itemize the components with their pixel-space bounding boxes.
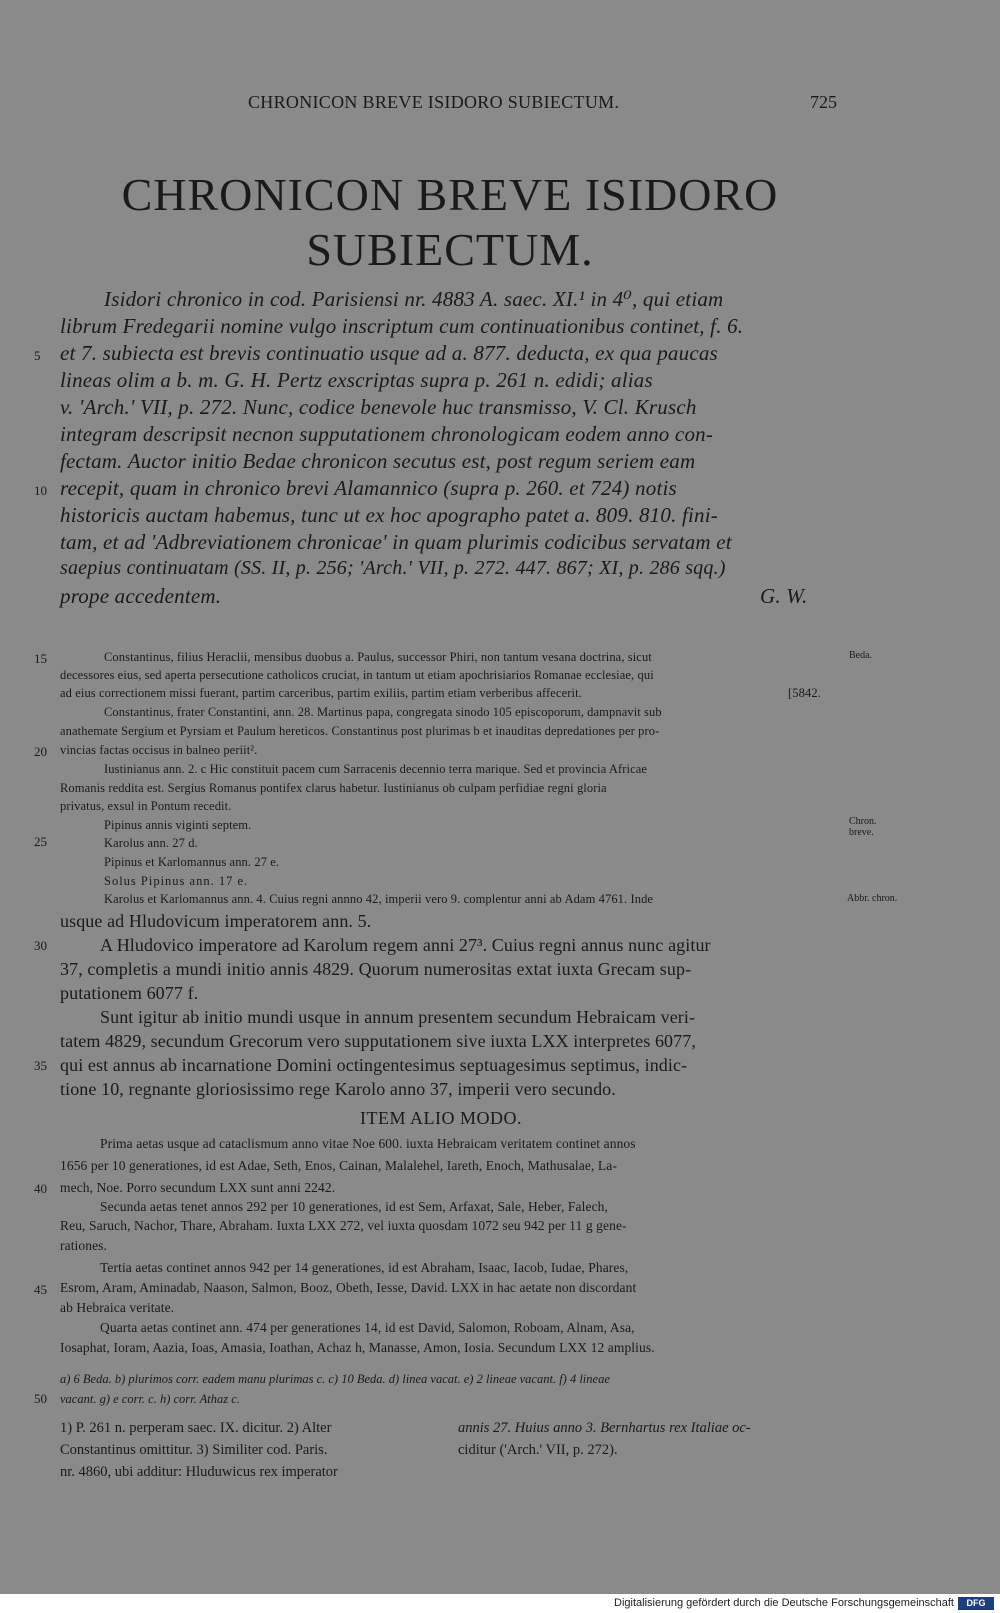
text-line: Quarta aetas continet ann. 474 per generationes 14, id est David, Salomon, Roboam, Alnam, Asa, xyxy=(100,1320,635,1335)
intro-line: saepius continuatam (SS. II, p. 256; 'Arch.' VII, p. 272. 447. 867; XI, p. 286 sqq.) xyxy=(60,557,726,579)
intro-line: prope accedentem. xyxy=(60,584,222,608)
text-line: Iosaphat, Ioram, Aazia, Ioas, Amasia, Ioathan, Achaz h, Manasse, Amon, Iosia. Secundum LXX 12 amplius. xyxy=(60,1340,655,1355)
line-number: 30 xyxy=(34,938,47,953)
variant-note-line: vacant. g) e corr. c. h) corr. Athaz c. xyxy=(60,1392,240,1406)
year-note: [5842. xyxy=(788,686,821,700)
running-title: CHRONICON BREVE ISIDORO SUBIECTUM. xyxy=(248,92,620,112)
text-line: 1656 per 10 generationes, id est Adae, Seth, Enos, Cainan, Malalehel, Iareth, Enoch, Mathusalae, La- xyxy=(60,1158,617,1173)
text-line: Constantinus, filius Heraclii, mensibus duobus a. Paulus, successor Phiri, non tantum vesana doctrina, sicut xyxy=(104,650,652,664)
footnote-line: Constantinus omittitur. 3) Similiter cod. Paris. xyxy=(60,1442,328,1458)
dfg-logo: DFG xyxy=(958,1597,994,1610)
text-line: Esrom, Aram, Aminadab, Naason, Salmon, Booz, Obeth, Iesse, David. LXX in hac aetate non discordant xyxy=(60,1280,637,1295)
text-line: privatus, exsul in Pontum recedit. xyxy=(60,799,232,813)
text-line: Pipinus et Karlomannus ann. 27 e. xyxy=(104,855,280,869)
text-line: 37, completis a mundi initio annis 4829. Quorum numerositas extat iuxta Grecam sup- xyxy=(60,959,692,979)
line-number: 20 xyxy=(34,744,47,759)
line-number: 40 xyxy=(34,1181,47,1196)
intro-line: integram descripsit necnon supputationem chronologicam eodem anno con- xyxy=(60,422,714,446)
text-line: Secunda aetas tenet annos 292 per 10 generationes, id est Sem, Arfaxat, Sale, Heber, Falech, xyxy=(100,1199,608,1214)
intro-line: et 7. subiecta est brevis continuatio usque ad a. 877. deducta, ex qua paucas xyxy=(60,341,718,365)
line-number: 45 xyxy=(34,1282,47,1297)
line-number: 15 xyxy=(34,651,47,666)
text-line: Karolus ann. 27 d. xyxy=(104,836,198,850)
intro-line: recepit, quam in chronico brevi Alamannico (supra p. 260. et 724) notis xyxy=(60,476,677,500)
text-line: Constantinus, frater Constantini, ann. 28. Martinus papa, congregata sinodo 105 episcoporum, dampnavit sub xyxy=(104,705,662,719)
margin-note-abbr: Abbr. chron. xyxy=(847,893,898,904)
intro-line: fectam. Auctor initio Bedae chronicon secutus est, post regum seriem eam xyxy=(60,449,696,473)
text-line: Prima aetas usque ad cataclismum anno vitae Noe 600. iuxta Hebraicam veritatem continet annos xyxy=(100,1136,636,1151)
margin-note-chron: Chron. xyxy=(849,816,877,827)
main-title-line-1: CHRONICON BREVE ISIDORO xyxy=(121,169,779,220)
intro-line: v. 'Arch.' VII, p. 272. Nunc, codice benevole huc transmisso, V. Cl. Krusch xyxy=(60,395,697,419)
text-line: Iustinianus ann. 2. c Hic constituit pacem cum Sarracenis decennio terra marique. Sed et provincia Africae xyxy=(104,762,648,776)
text-line: Reu, Saruch, Nachor, Thare, Abraham. Iuxta LXX 272, vel iuxta quosdam 1072 seu 942 per 11 g gene- xyxy=(60,1218,627,1233)
text-line: putationem 6077 f. xyxy=(60,983,199,1003)
text-line: ab Hebraica veritate. xyxy=(60,1300,175,1315)
text-line: decessores eius, sed aperta persecutione catholicos cruciat, in tantum ut etiam apochrisiarios Romanae ecclesiae, qui xyxy=(60,668,654,682)
text-line: Solus Pipinus ann. 17 e. xyxy=(104,874,249,888)
footnote-line: annis 27. Huius anno 3. Bernhartus rex Italiae oc- xyxy=(458,1420,751,1436)
variant-note-line: a) 6 Beda. b) plurimos corr. eadem manu plurimas c. c) 10 Beda. d) linea vacat. e) 2 lineae vacant. f) 4 lineae xyxy=(60,1372,610,1386)
main-title-line-2: SUBIECTUM. xyxy=(306,224,594,275)
text-line: A Hludovico imperatore ad Karolum regem anni 27³. Cuius regni annus nunc agitur xyxy=(100,935,711,955)
margin-note-breve: breve. xyxy=(849,827,874,838)
intro-line: lineas olim a b. m. G. H. Pertz exscriptas supra p. 261 n. edidi; alias xyxy=(60,368,653,392)
intro-line: librum Fredegarii nomine vulgo inscriptum cum continuationibus continet, f. 6. xyxy=(60,314,744,338)
section-heading: ITEM ALIO MODO. xyxy=(360,1108,522,1128)
text-line: ad eius correctionem missi fuerant, partim carceribus, partim exiliis, partim etiam verberibus affecerit. xyxy=(60,686,582,700)
text-line: vincias factas occisus in balneo periit². xyxy=(60,743,258,757)
intro-line: tam, et ad 'Adbreviationem chronicae' in quam plurimis codicibus servatam et xyxy=(60,530,732,554)
text-line: Tertia aetas continet annos 942 per 14 generationes, id est Abraham, Isaac, Iacob, Iudae, Phares, xyxy=(100,1260,629,1275)
text-line: tatem 4829, secundum Grecorum vero supputationem sive iuxta LXX interpretes 6077, xyxy=(60,1031,696,1051)
intro-line: historicis auctam habemus, tunc ut ex hoc apographo patet a. 809. 810. fini- xyxy=(60,503,718,527)
line-number: 5 xyxy=(34,348,41,363)
text-line: anathemate Sergium et Pyrsiam et Paulum hereticos. Constantinus post plurimas b et inauditas depredationes per pro- xyxy=(60,724,660,738)
line-number: 35 xyxy=(34,1058,47,1073)
footer-bar xyxy=(0,1594,1000,1613)
footnote-line: ciditur ('Arch.' VII, p. 272). xyxy=(458,1442,618,1458)
footnote-line: nr. 4860, ubi additur: Hluduwicus rex imperator xyxy=(60,1464,338,1480)
text-line: Karolus et Karlomannus ann. 4. Cuius regni annno 42, imperii vero 9. complentur anni ab Adam 4761. Inde xyxy=(104,892,654,906)
text-line: Pipinus annis viginti septem. xyxy=(104,818,252,832)
text-line: usque ad Hludovicum imperatorem ann. 5. xyxy=(60,911,372,931)
text-line: qui est annus ab incarnatione Domini octingentesimus septuagesimus septimus, indic- xyxy=(60,1055,688,1075)
text-line: rationes. xyxy=(60,1238,108,1253)
line-number: 10 xyxy=(34,483,47,498)
margin-note-beda: Beda. xyxy=(849,650,873,661)
text-line: mech, Noe. Porro secundum LXX sunt anni 2242. xyxy=(60,1180,336,1195)
footer-text: Digitalisierung gefördert durch die Deutsche Forschungsgemeinschaft xyxy=(614,1597,954,1609)
line-number: 50 xyxy=(34,1391,47,1406)
text-line: tione 10, regnante gloriosissimo rege Karolo anno 37, imperii vero secundo. xyxy=(60,1079,616,1099)
line-number: 25 xyxy=(34,834,47,849)
text-line: Romanis reddita est. Sergius Romanus pontifex clarus habetur. Iustinianus ob culpam perfidiae regni gloria xyxy=(60,781,607,795)
intro-signature: G. W. xyxy=(760,584,808,608)
footnote-line: 1) P. 261 n. perperam saec. IX. dicitur. 2) Alter xyxy=(60,1420,332,1436)
text-line: Sunt igitur ab initio mundi usque in annum presentem secundum Hebraicam veri- xyxy=(100,1007,696,1027)
intro-line: Isidori chronico in cod. Parisiensi nr. 4883 A. saec. XI.¹ in 4⁰, qui etiam xyxy=(104,287,724,311)
page-number: 725 xyxy=(810,92,837,112)
